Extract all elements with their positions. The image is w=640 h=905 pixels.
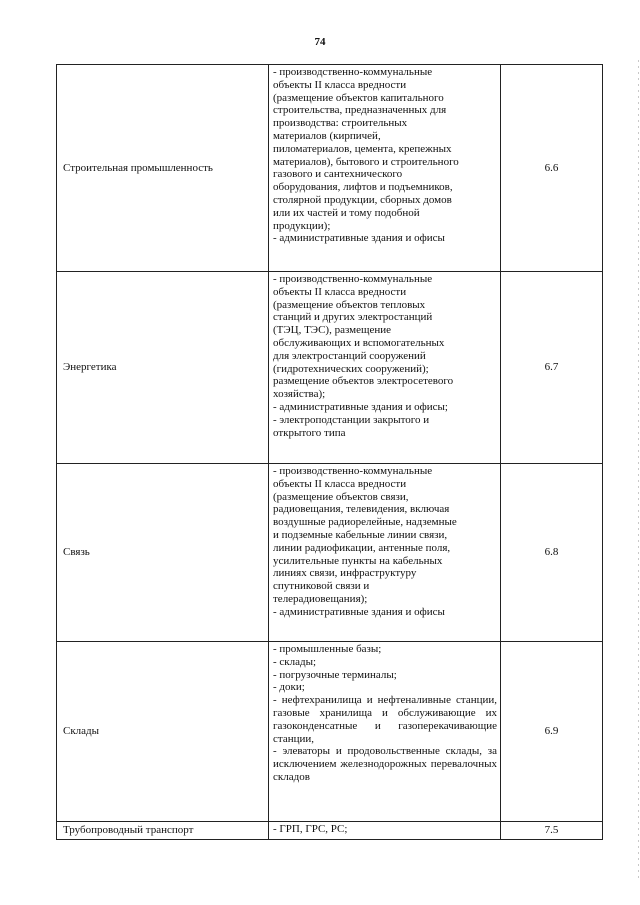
description-line: линиях связи, инфраструктуру: [273, 567, 417, 580]
description-line: (ТЭЦ, ТЭС), размещение: [273, 324, 391, 337]
description-line: (размещение объектов связи,: [273, 490, 409, 503]
description-line: радиовещания, телевидения, включая: [273, 503, 450, 516]
row-code: 6.7: [501, 272, 603, 464]
scan-edge-artifact: [638, 60, 639, 880]
row-code: 6.8: [501, 464, 603, 642]
description-line: - административные здания и офисы;: [273, 400, 448, 413]
land-use-table: [56, 64, 603, 840]
description-line: материалов (кирпичей,: [273, 129, 381, 142]
description-line: производства: строительных: [273, 117, 408, 130]
row-description: [269, 272, 501, 464]
description-line: размещение объектов электросетевого: [273, 375, 454, 388]
description-line: - административные здания и офисы: [273, 232, 445, 245]
description-line: пиломатериалов, цемента, крепежных: [273, 142, 452, 155]
page-number: 74: [314, 36, 326, 48]
table-row: [57, 272, 603, 464]
description-line: усилительные пункты на кабельных: [273, 554, 443, 567]
description-line: (размещение объектов капитального: [273, 91, 444, 104]
description-line: - производственно-коммунальные: [273, 273, 433, 285]
description-paragraph: - нефтехранилища и нефтеналивные станции, газовые хранилища и обслуживающие их газоконденсатные и газоперекачивающие станции,: [273, 694, 497, 745]
description-line: - погрузочные терминалы;: [273, 668, 397, 681]
description-line: станций и других электростанций: [273, 311, 433, 324]
description-line: - административные здания и офисы: [273, 605, 445, 618]
description-line: воздушные радиорелейные, надземные: [273, 516, 457, 529]
description-line: (размещение объектов тепловых: [273, 298, 426, 311]
row-code: 6.9: [501, 642, 603, 822]
description-line: объекты II класса вредности: [273, 78, 407, 91]
row-code: 6.6: [501, 65, 603, 272]
description-line: материалов), бытового и строительного: [273, 155, 459, 168]
description-line: оборудования, лифтов и подъемников,: [273, 181, 453, 194]
table-row: [57, 822, 603, 840]
description-line: - ГРП, ГРС, РС;: [273, 823, 348, 835]
row-name: Связь: [57, 464, 269, 642]
description-line: телерадиовещания);: [273, 592, 368, 605]
description-line: строительства, предназначенных для: [273, 104, 447, 117]
description-line: спутниковой связи и: [273, 580, 370, 593]
description-line: или их частей и тому подобной: [273, 206, 420, 219]
row-name: Энергетика: [57, 272, 269, 464]
description-line: и подземные кабельные линии связи,: [273, 528, 448, 541]
row-description: [269, 65, 501, 272]
table-row: [57, 464, 603, 642]
row-name: Трубопроводный транспорт: [57, 822, 269, 840]
description-line: - электроподстанции закрытого и: [273, 413, 430, 426]
description-line: линии радиофикации, антенные поля,: [273, 541, 451, 554]
description-paragraph: - элеваторы и продовольственные склады, за исключением железнодорожных перевалочных складов: [273, 745, 497, 783]
description-line: хозяйства);: [273, 388, 326, 401]
row-code: 7.5: [501, 822, 603, 840]
description-line: открытого типа: [273, 426, 346, 439]
description-line: столярной продукции, сборных домов: [273, 193, 452, 206]
table-row: [57, 65, 603, 272]
description-line: объекты II класса вредности: [273, 285, 407, 298]
row-description: [269, 642, 501, 822]
row-name: Склады: [57, 642, 269, 822]
description-line: для электростанций сооружений: [273, 349, 426, 362]
description-line: - склады;: [273, 655, 317, 668]
description-line: - промышленные базы;: [273, 643, 382, 655]
description-line: (гидротехнических сооружений);: [273, 362, 429, 375]
description-line: обслуживающих и вспомогательных: [273, 336, 445, 349]
description-line: продукции);: [273, 219, 331, 232]
row-description: [269, 464, 501, 642]
row-name: Строительная промышленность: [57, 65, 269, 272]
description-line: - доки;: [273, 681, 305, 694]
description-line: - производственно-коммунальные: [273, 66, 433, 78]
description-line: объекты II класса вредности: [273, 477, 407, 490]
description-line: газового и сантехнического: [273, 168, 403, 181]
table-row: [57, 642, 603, 822]
row-description: [269, 822, 501, 840]
description-line: - производственно-коммунальные: [273, 465, 433, 477]
